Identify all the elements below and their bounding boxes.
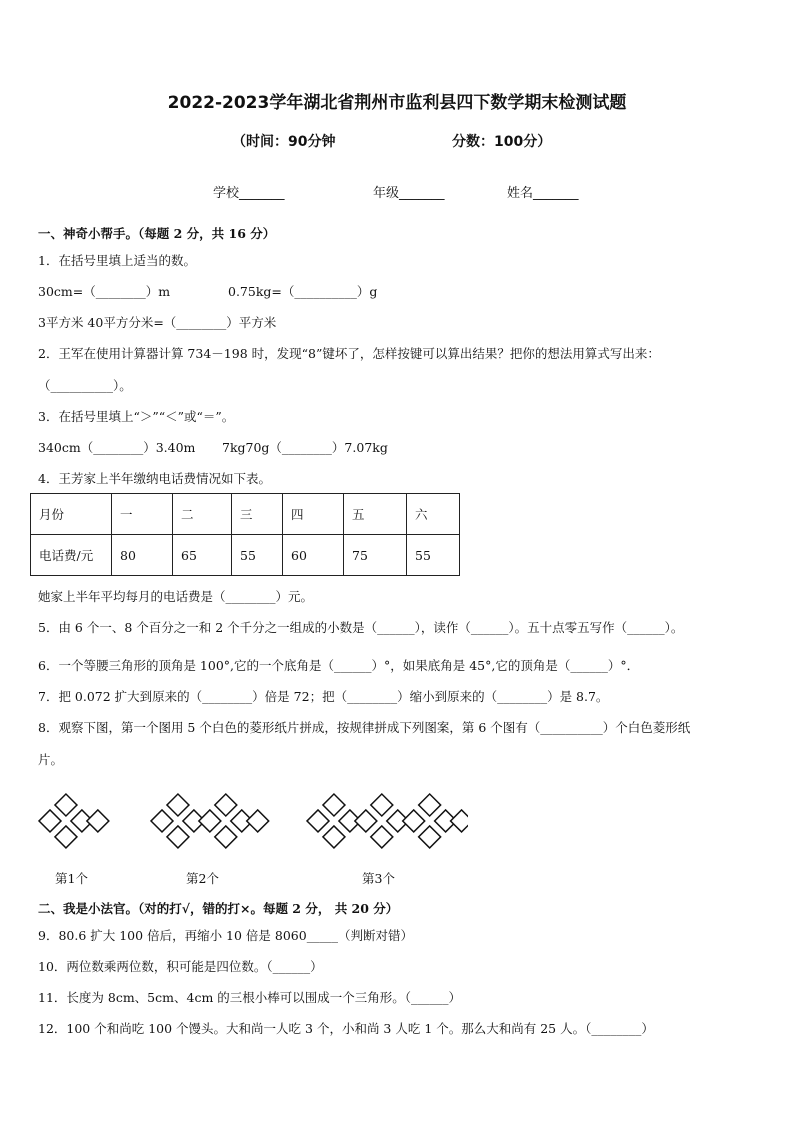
rhombus-piece (419, 794, 441, 816)
question-4: 4．王芳家上半年缴纳电话费情况如下表。 (38, 471, 271, 486)
exam-score: 分数：100分） (452, 134, 552, 150)
table-cell: 月份 (31, 494, 112, 535)
figure-1-label: 第1个 (55, 871, 88, 886)
question-10: 10．两位数乘两位数，积可能是四位数。（______） (38, 959, 323, 974)
rhombus-piece (371, 826, 393, 848)
rhombus-piece (167, 826, 189, 848)
page-title: 2022-2023学年湖北省荆州市监利县四下数学期末检测试题 (167, 93, 627, 113)
table-cell: 60 (283, 535, 344, 576)
rhombus-piece (419, 826, 441, 848)
rhombus-piece (151, 810, 173, 832)
question-8: 8．观察下图，第一个图用 5 个白色的菱形纸片拼成，按规律拼成下列图案，第 6 个图有（__________）个白色菱形纸 (38, 720, 691, 735)
rhombus-piece (323, 826, 345, 848)
question-9: 9．80.6 扩大 100 倍后，再缩小 10 倍是 8060_____（判断对错） (38, 928, 413, 943)
grade-field: 年级_______ (373, 186, 445, 201)
section2-heading: 二、我是小法官。（对的打√，错的打×。每题 2 分， 共 20 分） (38, 901, 399, 916)
question-7: 7．把 0.072 扩大到原来的（________）倍是 72；把（________）缩小到原来的（________）是 8.7。 (38, 689, 609, 704)
question-3b: 7kg70g（________）7.07kg (222, 440, 388, 455)
question-11: 11．长度为 8cm、5cm、4cm 的三根小棒可以围成一个三角形。（______） (38, 990, 462, 1005)
figure-2-label: 第2个 (186, 871, 219, 886)
rhombus-piece (55, 794, 77, 816)
question-1b: 0.75kg=（__________）g (228, 284, 378, 299)
rhombus-piece (247, 810, 269, 832)
question-12: 12．100 个和尚吃 100 个馒头。大和尚一人吃 3 个，小和尚 3 人吃 1 个。那么大和尚有 25 人。（________） (38, 1021, 654, 1036)
rhombus-piece (199, 810, 221, 832)
table-cell: 65 (173, 535, 232, 576)
rhombus-piece (87, 810, 109, 832)
table-cell: 电话费/元 (31, 535, 112, 576)
school-field: 学校_______ (213, 186, 285, 201)
name-field: 姓名_______ (507, 186, 579, 201)
rhombus-piece (55, 826, 77, 848)
table-cell: 六 (407, 494, 460, 535)
question-3a: 340cm（________）3.40m (38, 440, 196, 455)
rhombus-piece (307, 810, 329, 832)
question-6: 6．一个等腰三角形的顶角是 100°,它的一个底角是（______）°，如果底角是 45°,它的顶角是（______）°． (38, 658, 640, 673)
table-cell: 55 (407, 535, 460, 576)
rhombus-figure-1 (38, 785, 128, 859)
table-cell: 55 (232, 535, 283, 576)
question-2: 2．王军在使用计算器计算 734－198 时，发现“8”键坏了，怎样按键可以算出结果？把你的想法用算式写出来： (38, 346, 660, 361)
table-cell: 80 (112, 535, 173, 576)
table-cell: 75 (344, 535, 407, 576)
table-cell: 二 (173, 494, 232, 535)
table-cell: 三 (232, 494, 283, 535)
table-row (31, 494, 460, 535)
question-1c: 3平方米 40平方分米=（________）平方米 (38, 315, 277, 330)
rhombus-piece (39, 810, 61, 832)
question-5: 5．由 6 个一、8 个百分之一和 2 个千分之一组成的小数是（______），读作（______）。五十点零五写作（______）。 (38, 620, 684, 635)
question-1: 1．在括号里填上适当的数。 (38, 253, 196, 268)
phone-fee-table (30, 493, 460, 576)
table-cell: 五 (344, 494, 407, 535)
question-8-cont: 片。 (38, 752, 64, 767)
table-cell: 四 (283, 494, 344, 535)
table-cell: 一 (112, 494, 173, 535)
rhombus-piece (451, 810, 468, 832)
question-1a: 30cm=（________）m (38, 284, 171, 299)
rhombus-figure-2 (150, 785, 270, 859)
rhombus-piece (215, 826, 237, 848)
figure-3-label: 第3个 (362, 871, 395, 886)
rhombus-piece (323, 794, 345, 816)
question-3: 3．在括号里填上“＞”“＜”或“＝”。 (38, 409, 235, 424)
question-4-answer: 她家上半年平均每月的电话费是（________）元。 (38, 589, 314, 604)
table-row (31, 535, 460, 576)
rhombus-piece (403, 810, 425, 832)
exam-time: （时间：90分钟 (232, 134, 336, 150)
question-2-answer: （__________）。 (38, 378, 132, 393)
rhombus-piece (167, 794, 189, 816)
rhombus-piece (371, 794, 393, 816)
rhombus-piece (355, 810, 377, 832)
rhombus-figure-3 (306, 785, 468, 859)
section1-heading: 一、神奇小帮手。（每题 2 分，共 16 分） (38, 226, 276, 241)
rhombus-piece (215, 794, 237, 816)
